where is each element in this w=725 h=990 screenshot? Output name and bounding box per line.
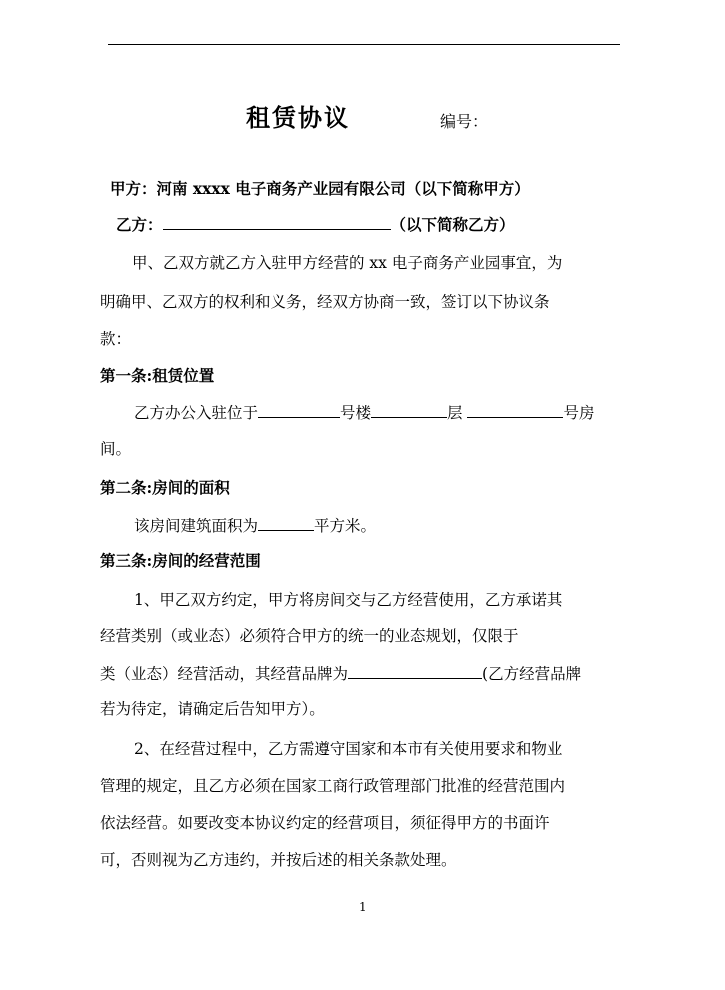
- article-3-p2-line-3: 依法经营。如要改变本协议约定的经营项目，须征得甲方的书面许: [100, 814, 550, 832]
- party-a-line: 甲方：河南 xxxx 电子商务产业园有限公司（以下简称甲方）: [110, 179, 530, 198]
- room-label: 号房: [563, 404, 595, 422]
- article-1-line-2: 间。: [100, 440, 132, 458]
- article-3-p2-line-2: 管理的规定，且乙方必须在国家工商行政管理部门批准的经营范围内: [100, 777, 566, 795]
- page-number: 1: [359, 900, 367, 914]
- article-3-p2-line-1: 2、在经营过程中，乙方需遵守国家和本市有关使用要求和物业: [134, 740, 563, 758]
- article-1-line-1: [134, 401, 595, 423]
- room-blank: [467, 401, 563, 418]
- article-1-heading: 第一条:租赁位置: [100, 366, 215, 385]
- party-b-blank: [163, 213, 391, 230]
- brand-text: 类（业态）经营活动，其经营品牌为: [100, 665, 349, 683]
- intro-line-2: 明确甲、乙双方的权利和义务，经双方协商一致，签订以下协议条: [100, 293, 550, 311]
- header-rule: [108, 44, 620, 45]
- article-3-p1-line-2: 经营类别（或业态）必须符合甲方的统一的业态规划，仅限于: [100, 627, 519, 645]
- article-3-p1-line-4: 若为待定，请确定后告知甲方）。: [100, 700, 325, 718]
- floor-blank: [371, 401, 447, 418]
- party-b-suffix: （以下简称乙方）: [390, 215, 515, 234]
- article-3-heading: 第三条:房间的经营范围: [100, 551, 261, 570]
- article-3-p2-line-4: 可，否则视为乙方违约，并按后述的相关条款处理。: [100, 851, 457, 869]
- article-3-p1-line-1: 1、甲乙双方约定，甲方将房间交与乙方经营使用，乙方承诺其: [134, 591, 563, 609]
- contract-number-label: 编号：: [440, 112, 489, 131]
- brand-note: (乙方经营品牌: [482, 665, 582, 683]
- party-b-line: [116, 213, 515, 235]
- article-1-text: 乙方办公入驻位于: [134, 404, 259, 422]
- article-3-p1-line-3: [100, 662, 581, 684]
- intro-line-3: 款：: [100, 330, 132, 348]
- intro-line-1: 甲、乙双方就乙方入驻甲方经营的 xx 电子商务产业园事宜，为: [132, 254, 563, 272]
- brand-blank: [348, 662, 482, 679]
- area-unit: 平方米。: [314, 517, 377, 535]
- party-b-label: 乙方：: [116, 215, 163, 234]
- article-2-heading: 第二条:房间的面积: [100, 478, 230, 497]
- building-blank: [258, 401, 340, 418]
- document-title: 租赁协议: [246, 103, 350, 132]
- article-2-line: [134, 514, 376, 536]
- floor-label: 层: [447, 404, 463, 422]
- area-text: 该房间建筑面积为: [134, 517, 259, 535]
- building-label: 号楼: [340, 404, 372, 422]
- area-blank: [258, 514, 314, 531]
